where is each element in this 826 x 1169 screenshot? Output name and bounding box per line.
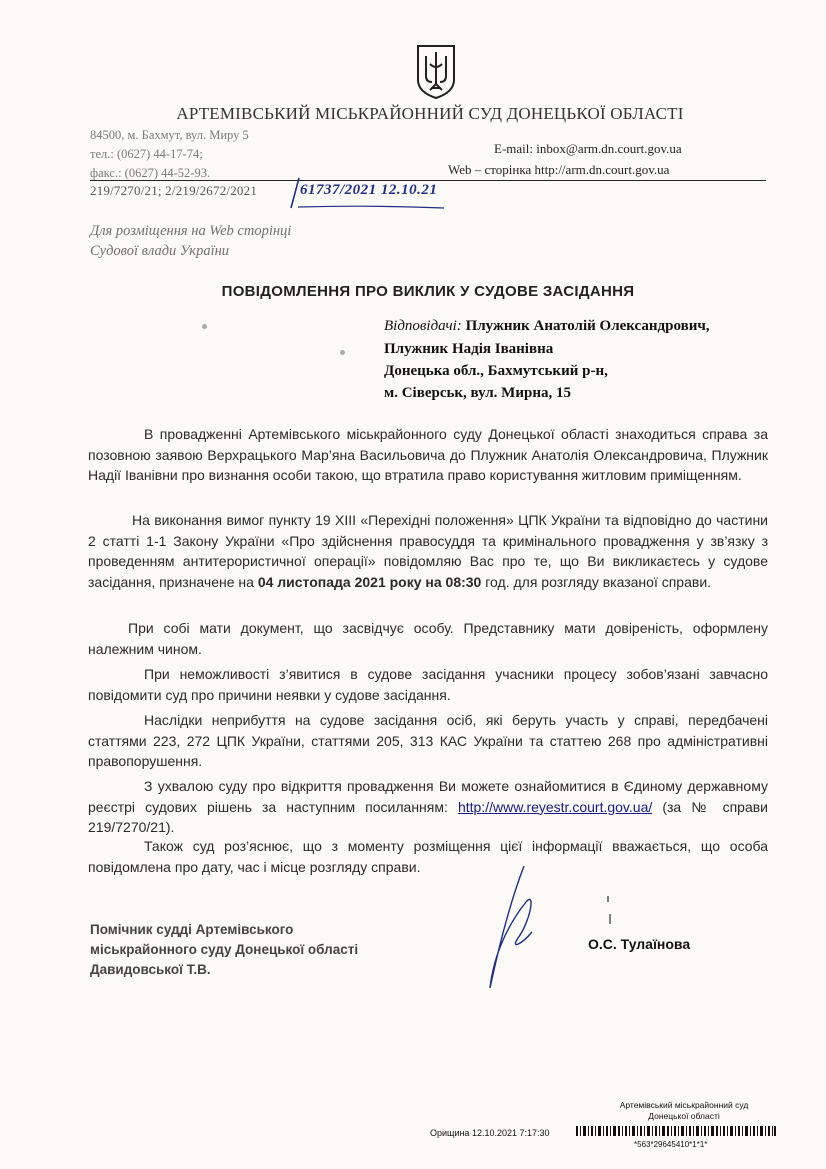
paragraph-consequences	[88, 710, 768, 772]
scan-speck	[340, 350, 345, 355]
paragraph-consequences-text: Наслідки неприбуття на судове засідання осіб, які беруть участь у справі, передбачені статтями 223, 272 ЦПК України, статтями 205, 313 КАС України та статтею 268 про адміністративні правопорушення.	[88, 712, 768, 769]
defendants-line-1	[384, 318, 710, 335]
signatory-name: О.С. Тулаїнова	[588, 936, 691, 952]
header-divider	[90, 180, 766, 181]
court-email: E-mail: inbox@arm.dn.court.gov.ua	[494, 141, 682, 156]
assistant-title-line-3: Давидовської Т.В.	[90, 962, 211, 977]
paragraph-documents-text: При собі мати документ, що засвідчує особу. Представнику мати довіреність, оформлену належним чином.	[88, 620, 768, 657]
paragraph-notice-text: Також суд роз’яснює, що з моменту розміщення цієї інформації вважається, що особа повідомлена про дату, час і місце розгляду справи.	[88, 838, 768, 875]
defendants-label: Відповідачі:	[384, 318, 462, 334]
paragraph-summons	[88, 510, 768, 592]
paragraph-absence-text: При неможливості з’явитися в судове засідання учасники процесу зобов’язані завчасно повідомити суд про причини неявки у судове засідання.	[88, 666, 768, 703]
handwritten-registration: 61737/2021 12.10.21	[300, 182, 438, 198]
web-note-line-1: Для розміщення на Web сторінці	[90, 223, 292, 239]
summons-text-a: На виконання вимог пункту 19 XIII «Перехідні положення» ЦПК України та відповідно до частини 2 статті 1-1 Закону України «Про здійснення правосуддя та кримінального провадження у зв’язку з проведенням антитерористичної операції» повідомляю Вас про те, що Ви викликаєтесь у судове засідання, призначене на	[88, 512, 768, 590]
scan-marks	[600, 890, 620, 930]
defendant-address-1: Донецька обл., Бахмутський р-н,	[384, 363, 608, 379]
court-name: АРТЕМІВСЬКИЙ МІСЬКРАЙОННИЙ СУД ДОНЕЦЬКОЇ ОБЛАСТІ	[176, 104, 684, 123]
stamp-court-line-2: Донецької області	[648, 1111, 720, 1121]
hearing-date: 04 листопада 2021 року на 08:30	[257, 573, 482, 590]
paragraph-documents	[88, 618, 768, 659]
paragraph-registry	[88, 776, 768, 838]
registry-text-a: З ухвалою суду про відкриття провадження Ви можете ознайомитися в Єдиному державному реєстрі судових рішень за наступним посиланням:	[88, 778, 768, 815]
case-numbers: 219/7270/21; 2/219/2672/2021	[90, 183, 258, 198]
court-address: 84500, м. Бахмут, вул. Миру 5	[90, 128, 249, 142]
assistant-signature-block	[90, 920, 358, 980]
summons-text-b: год. для розгляду вказаної справи.	[481, 573, 712, 590]
web-note-line-2: Судової влади України	[90, 243, 230, 259]
paragraph-proceeding-text: В провадженні Артемівського міськрайонного суду Донецької області знаходиться справа за позовною заявою Верхрацького Мар’яна Васильовича до Плужник Анатолія Олександровича, Плужник Надії Іванівни про визнання особи такою, що втратила право користування житловим приміщенням.	[88, 426, 768, 483]
registry-link[interactable]: http://www.reyestr.court.gov.ua/	[457, 798, 653, 815]
stamp-court-line-1: Артемівський міськрайонний суд	[619, 1100, 749, 1110]
registration-stamp-court	[604, 1100, 764, 1122]
defendant-address-2: м. Сіверськ, вул. Мирна, 15	[384, 385, 571, 401]
coat-of-arms-icon	[414, 44, 458, 100]
assistant-title-line-1: Помічник судді Артемівського	[90, 922, 294, 937]
registration-stamp-code: *563*29645410*1*1*	[634, 1140, 708, 1149]
court-phone: тел.: (0627) 44-17-74;	[90, 147, 203, 161]
paragraph-absence	[88, 664, 768, 705]
paragraph-proceeding	[88, 424, 768, 486]
defendant-name-1: Плужник Анатолій Олександрович,	[465, 318, 710, 334]
registration-stamp-line: Орищина 12.10.2021 7:17:30	[430, 1128, 550, 1138]
court-fax: факс.: (0627) 44-52-93.	[90, 166, 211, 180]
barcode-icon	[576, 1126, 776, 1136]
registry-text-b: (за № справи 219/7270/21).	[88, 798, 768, 835]
court-website: Web – сторінка http://arm.dn.court.gov.ua	[448, 162, 670, 177]
assistant-title-line-2: міськрайонного суду Донецької області	[90, 942, 359, 957]
defendant-name-2: Плужник Надія Іванівна	[384, 341, 554, 357]
handwritten-signature	[480, 862, 550, 992]
scan-speck	[202, 324, 207, 329]
handwritten-underline	[296, 204, 446, 210]
document-title: ПОВІДОМЛЕННЯ ПРО ВИКЛИК У СУДОВЕ ЗАСІДАННЯ	[221, 283, 635, 300]
paragraph-notice	[88, 836, 768, 877]
